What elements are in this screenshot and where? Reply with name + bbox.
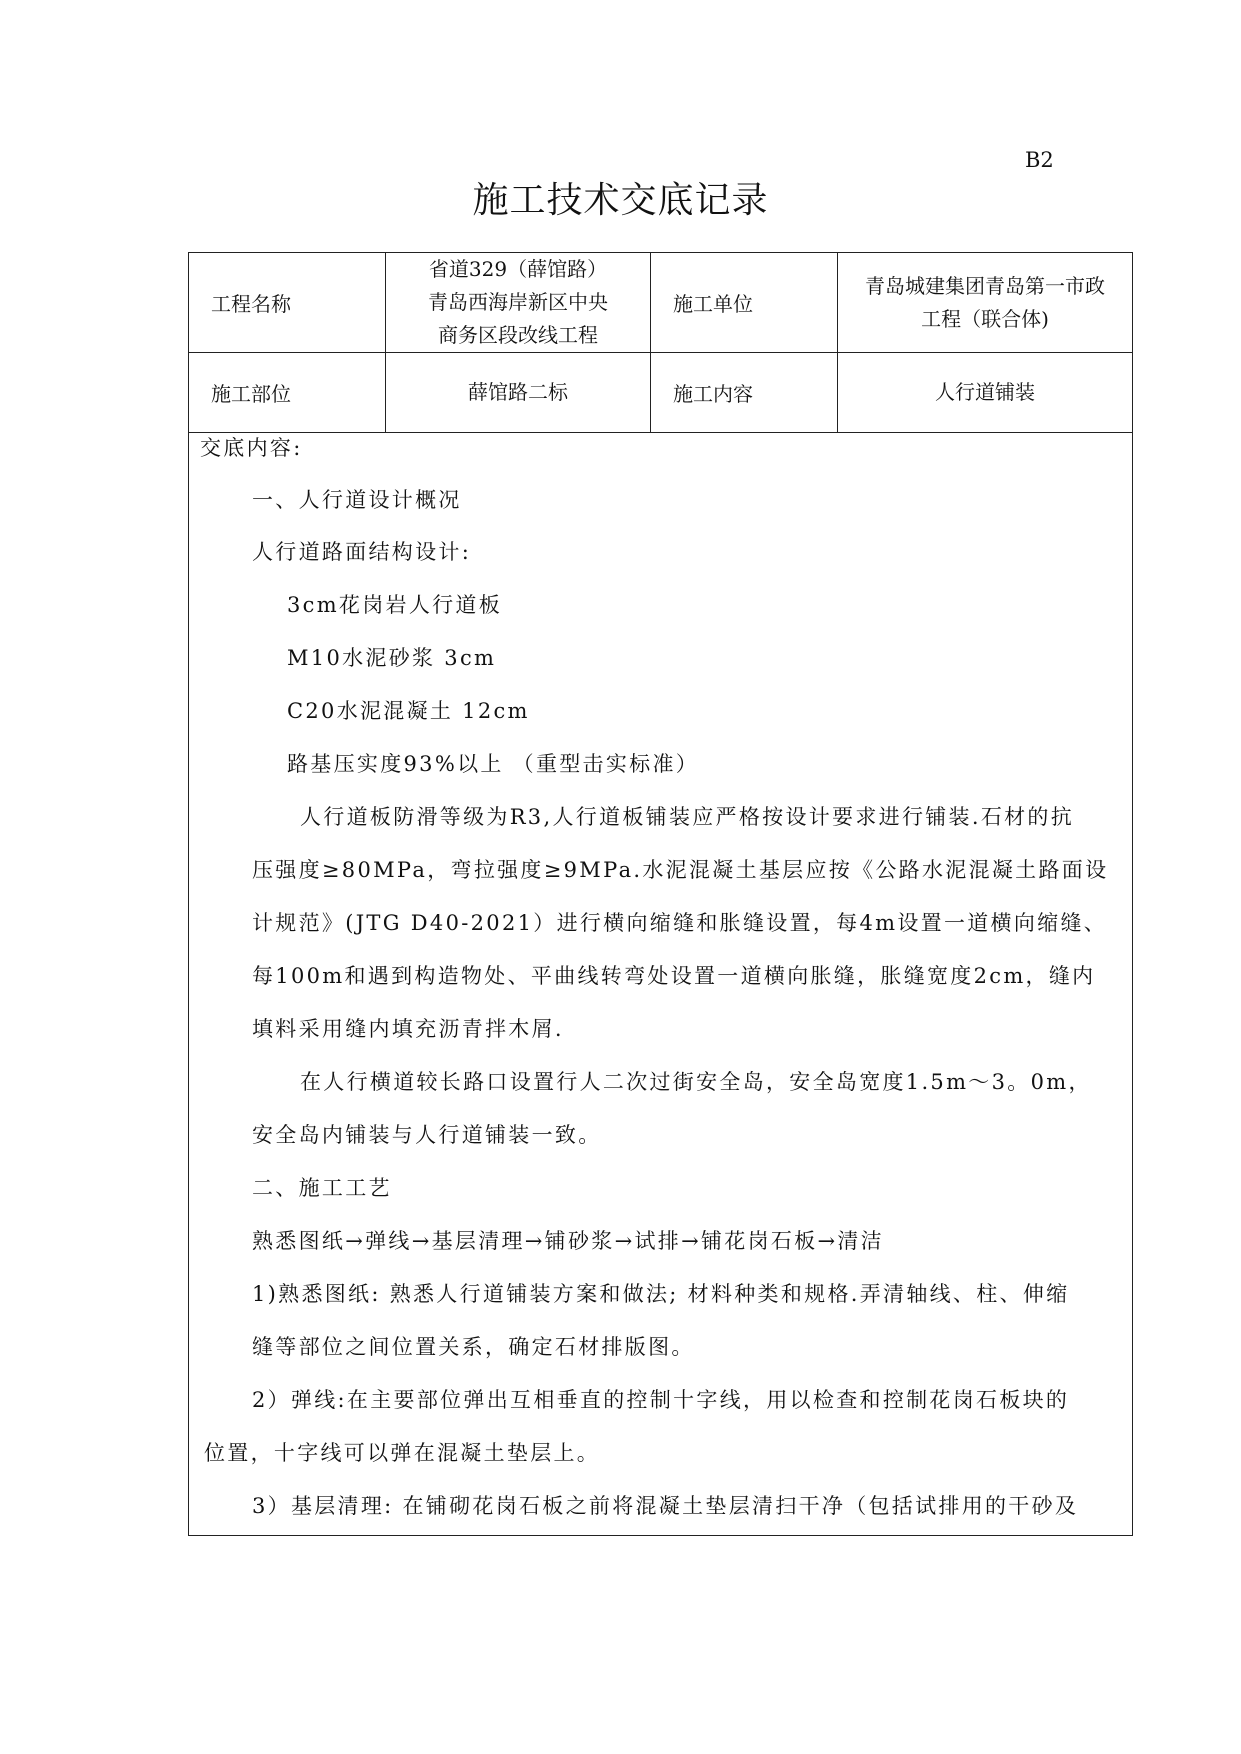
body-line: 位置，十字线可以弹在混凝土垫层上。 bbox=[204, 1441, 601, 1465]
body-line: 1)熟悉图纸: 熟悉人行道铺装方案和做法; 材料种类和规格.弄清轴线、柱、伸缩 bbox=[252, 1282, 1070, 1306]
document-code: B2 bbox=[1025, 148, 1054, 172]
part-label: 施工部位 bbox=[189, 353, 386, 433]
body-line: 压强度≥80MPa，弯拉强度≥9MPa.水泥混凝土基层应按《公路水泥混凝土路面设 bbox=[252, 858, 1109, 882]
unit-line: 工程（联合体) bbox=[921, 306, 1049, 331]
structure-layer: C20水泥混凝土 12cm bbox=[287, 699, 530, 723]
body-line: 人行道路面结构设计: bbox=[252, 540, 472, 564]
body-line: 缝等部位之间位置关系，确定石材排版图。 bbox=[252, 1335, 695, 1359]
project-name-line: 商务区段改线工程 bbox=[438, 323, 598, 347]
unit-line: 青岛城建集团青岛第一市政 bbox=[865, 273, 1105, 298]
header-table bbox=[188, 252, 1133, 433]
part-value: 薛馆路二标 bbox=[386, 353, 651, 433]
project-name-label: 工程名称 bbox=[189, 253, 386, 353]
document-title: 施工技术交底记录 bbox=[472, 180, 769, 221]
body-line: 计规范》(JTG D40-2021）进行横向缩缝和胀缝设置，每4m设置一道横向缩缝、 bbox=[252, 911, 1108, 935]
structure-layer: 路基压实度93%以上 （重型击实标准） bbox=[287, 752, 700, 776]
unit-value bbox=[838, 253, 1133, 353]
body-line: 人行道板防滑等级为R3,人行道板铺装应严格按设计要求进行铺装.石材的抗 bbox=[300, 805, 1075, 829]
body-line: 填料采用缝内填充沥青拌木屑. bbox=[252, 1017, 564, 1041]
unit-label: 施工单位 bbox=[651, 253, 838, 353]
structure-layer: M10水泥砂浆 3cm bbox=[287, 646, 497, 670]
structure-layer: 3cm花岗岩人行道板 bbox=[287, 593, 503, 617]
body-line: 安全岛内铺装与人行道铺装一致。 bbox=[252, 1123, 602, 1147]
content-label: 施工内容 bbox=[651, 353, 838, 433]
project-name-value bbox=[386, 253, 651, 353]
body-line: 3）基层清理: 在铺砌花岗石板之前将混凝土垫层清扫干净（包括试排用的干砂及 bbox=[252, 1494, 1079, 1518]
section-heading-1: 一、人行道设计概况 bbox=[252, 488, 462, 512]
section-heading-2: 二、施工工艺 bbox=[252, 1176, 392, 1200]
body-line: 2）弹线:在主要部位弹出互相垂直的控制十字线，用以检查和控制花岗石板块的 bbox=[252, 1388, 1070, 1412]
project-name-line: 青岛西海岸新区中央 bbox=[428, 290, 608, 314]
content-value: 人行道铺装 bbox=[838, 353, 1133, 433]
content-heading: 交底内容: bbox=[200, 436, 303, 460]
body-line: 在人行横道较长路口设置行人二次过街安全岛，安全岛宽度1.5m～3。0m， bbox=[300, 1070, 1092, 1094]
body-line: 每100m和遇到构造物处、平曲线转弯处设置一道横向胀缝，胀缝宽度2cm，缝内 bbox=[252, 964, 1096, 988]
process-flow: 熟悉图纸→弹线→基层清理→铺砂浆→试排→铺花岗石板→清洁 bbox=[252, 1229, 884, 1253]
project-name-line: 省道329（薛馆路） bbox=[428, 257, 608, 281]
